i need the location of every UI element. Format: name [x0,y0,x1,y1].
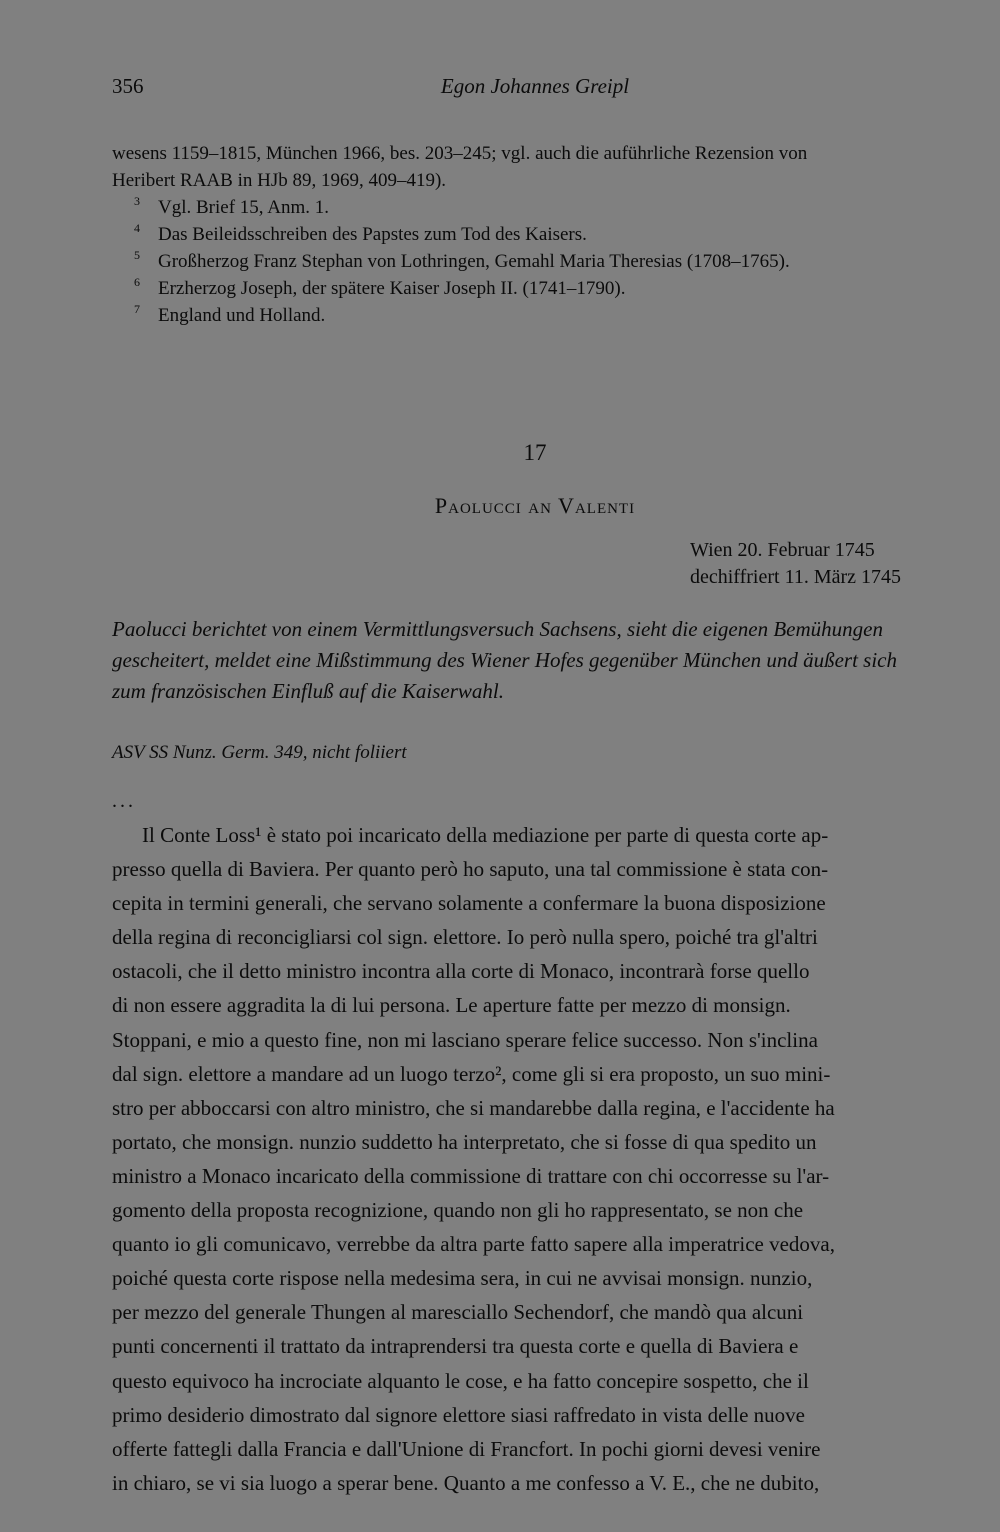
body-line: stro per abboccarsi con altro ministro, che si mandarebbe dalla regina, e l'accidente ha [112,1095,835,1120]
footnote-text: England und Holland. [158,305,326,326]
body-line: di non essere aggradita la di lui persona. Le aperture fatte per mezzo di monsign. [112,993,791,1018]
deciphered-date: dechiffriert 11. März 1745 [690,566,902,588]
footnote [112,248,967,275]
body-line: dal sign. elettore a mandare ad un luogo terzo², come gli si era proposto, un suo mini- [112,1061,831,1086]
footnote-number: 4 [134,221,140,235]
body-line: quanto io gli comunicavo, verrebbe da altra parte fatto sapere alla imperatrice vedova, [112,1232,836,1257]
document-title: Paolucci an Valenti [434,493,636,518]
body-line: punti concernenti il trattato da intraprendersi tra questa corte e quella di Baviera e [112,1334,799,1359]
archival-source: ASV SS Nunz. Germ. 349, nicht foliiert [112,742,407,763]
footnote-text: Großherzog Franz Stephan von Lothringen, Gemahl Maria Theresias (1708–1765). [158,251,790,272]
footnotes-block [112,140,967,329]
body-line: gomento della proposta recognizione, quando non gli ho rappresentato, se non che [112,1198,804,1223]
omission-ellipsis: ... [112,790,136,812]
body-line: Il Conte Loss¹ è stato poi incaricato della mediazione per parte di questa corte ap- [142,823,829,847]
body-line: presso quella di Baviera. Per quanto però ho saputo, una tal commissione è stata con- [112,857,829,882]
body-line: per mezzo del generale Thungen al maresciallo Sechendorf, che mandò qua alcuni [112,1300,804,1325]
footnote [112,221,967,248]
footnote-text: Vgl. Brief 15, Anm. 1. [158,197,329,218]
place-date: Wien 20. Februar 1745 [690,539,875,561]
body-line: questo equivoco ha incrociate alquanto le cose, e ha fatto concepire sospetto, che il [112,1368,809,1393]
regest-line: zum französischen Einfluß auf die Kaiserwahl. [112,679,505,703]
footnote-continuation-line: wesens 1159–1815, München 1966, bes. 203–245; vgl. auch die auführliche Rezension von [112,143,808,164]
running-header-author: Egon Johannes Greipl [440,74,630,98]
footnote [112,302,967,329]
footnote [112,194,967,221]
body-line: ostacoli, che il detto ministro incontra alla corte di Monaco, incontrarà forse quello [112,959,810,984]
document-dateline [690,537,901,591]
footnote-number: 5 [134,248,140,262]
body-line: della regina di reconcigliarsi col sign. elettore. Io però nulla spero, poiché tra gl'altri [112,925,818,950]
page-number: 356 [112,74,144,98]
footnote-continuation-line: Heribert RAAB in HJb 89, 1969, 409–419). [112,170,447,191]
regest-line: gescheitert, meldet eine Mißstimmung des Wiener Hofes gegenüber München und äußert sich [112,648,897,672]
body-line: primo desiderio dimostrato dal signore elettore siasi raffredato in vista delle nuove [112,1402,805,1427]
body-line: ministro a Monaco incaricato della commissione di trattare con chi occorresse su l'ar- [112,1163,830,1188]
footnote-number: 3 [134,194,140,208]
body-line: portato, che monsign. nunzio suddetto ha interpretato, che si fosse di qua spedito un [112,1129,817,1154]
footnote-number: 6 [134,275,140,289]
regest-line: Paolucci berichtet von einem Vermittlungsversuch Sachsens, sieht die eigenen Bemühungen [112,617,883,641]
body-line: poiché questa corte rispose nella medesima sera, in cui ne avvisai monsign. nunzio, [112,1266,813,1291]
footnote-text: Erzherzog Joseph, der spätere Kaiser Joseph II. (1741–1790). [158,278,626,299]
regest-summary [112,614,967,707]
letter-body [112,818,967,1500]
body-line: Stoppani, e mio a questo fine, non mi lasciano sperare felice successo. Non s'inclina [112,1027,818,1052]
body-line: offerte fattegli dalla Francia e dall'Unione di Francfort. In pochi giorni devesi venire [112,1436,821,1461]
document-number: 17 [523,440,547,465]
footnote [112,275,967,302]
footnote-number: 7 [134,302,140,316]
body-line: cepita in termini generali, che servano solamente a confermare la buona disposizione [112,891,826,916]
footnote-text: Das Beileidsschreiben des Papstes zum Tod des Kaisers. [158,224,587,245]
body-line: in chiaro, se vi sia luogo a sperar bene. Quanto a me confesso a V. E., che ne dubito, [112,1470,820,1495]
